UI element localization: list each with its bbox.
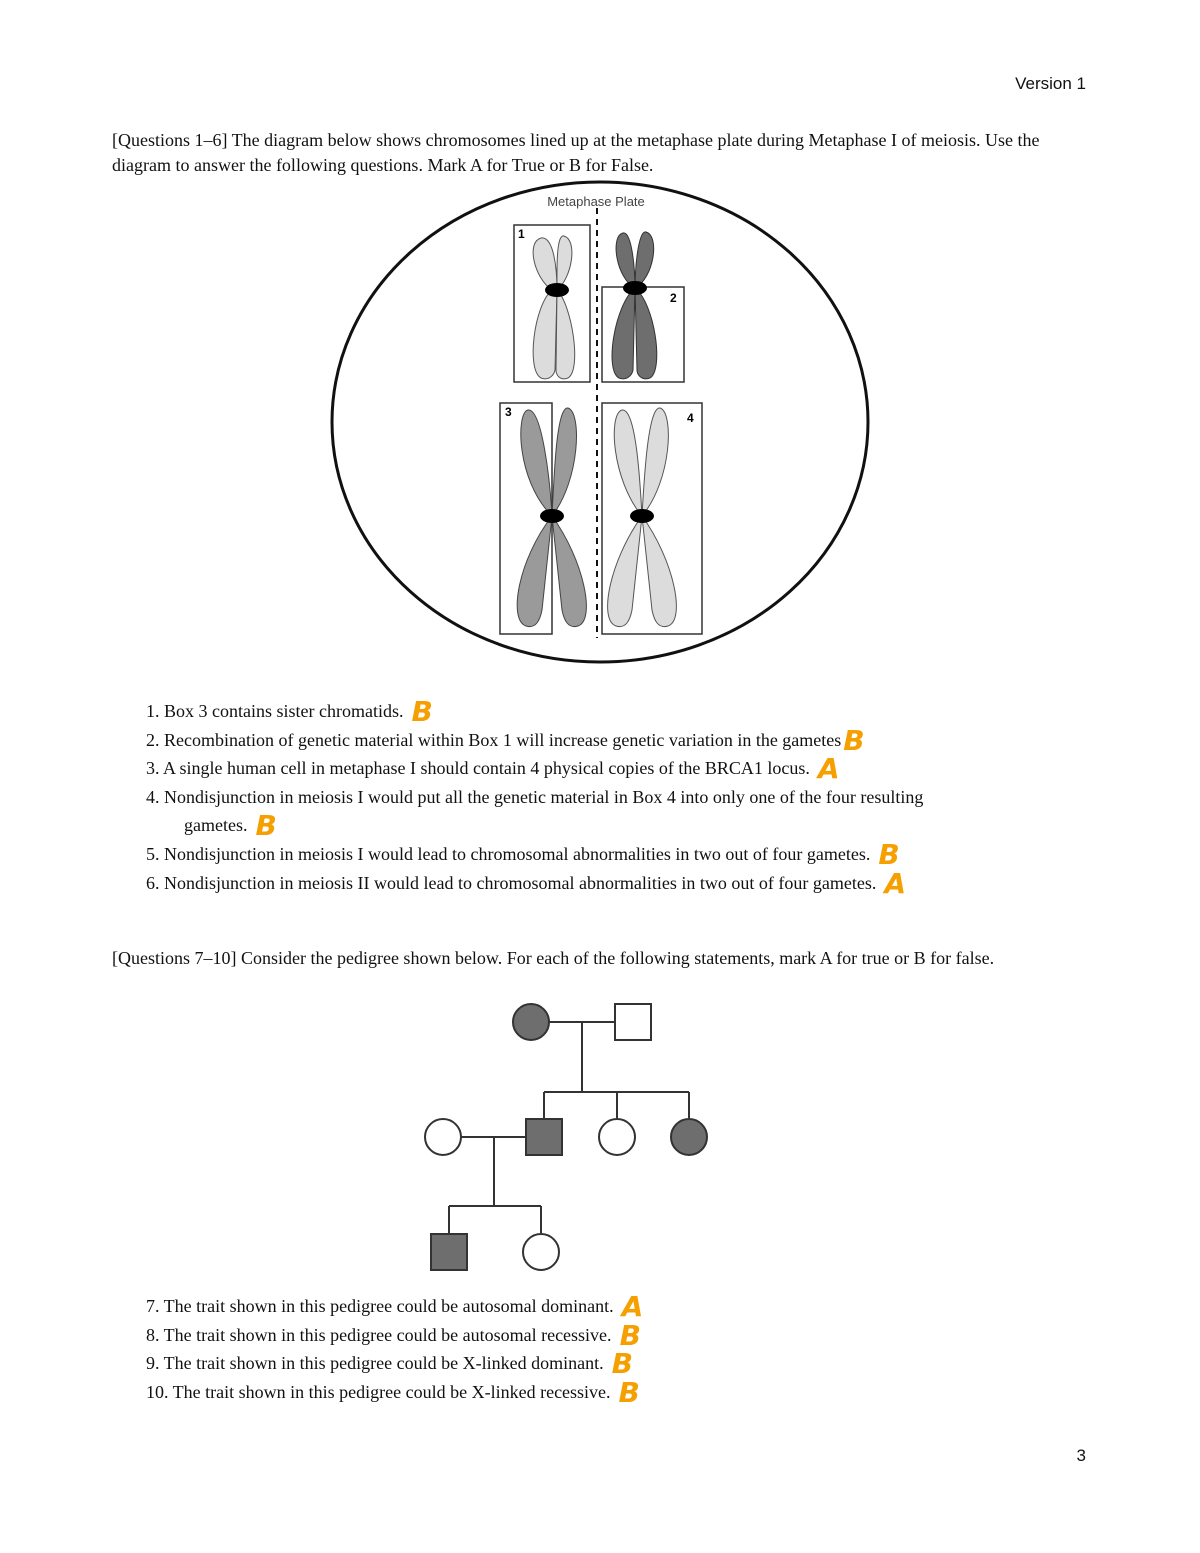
pedigree-gen2-female-affected bbox=[671, 1119, 707, 1155]
question-10: 10. The trait shown in this pedigree could be X-linked recessive. B bbox=[146, 1375, 640, 1409]
answer-mark: A bbox=[817, 752, 840, 786]
pedigree-gen1-male-unaffected bbox=[615, 1004, 651, 1040]
svg-text:4: 4 bbox=[687, 411, 694, 425]
answer-mark: B bbox=[611, 1347, 633, 1381]
questions-1-6-list bbox=[146, 695, 1096, 900]
metaphase-diagram bbox=[328, 180, 872, 668]
answer-mark: A bbox=[621, 1290, 644, 1323]
question-5: 5. Nondisjunction in meiosis I would lead to chromosomal abnormalities in two out of four gametes. B bbox=[146, 837, 900, 871]
question-8: 8. The trait shown in this pedigree could be autosomal recessive. B bbox=[146, 1318, 641, 1352]
svg-text:2: 2 bbox=[670, 291, 677, 305]
pedigree-gen3-female-unaffected bbox=[523, 1234, 559, 1270]
question-3: 3. A single human cell in metaphase I should contain 4 physical copies of the BRCA1 locus. A bbox=[146, 752, 840, 786]
question-4-continued: gametes. B bbox=[184, 809, 277, 843]
answer-mark: B bbox=[618, 1375, 640, 1409]
pedigree-gen3-male-affected bbox=[431, 1234, 467, 1270]
chromosome-box-1 bbox=[514, 225, 590, 382]
cell-outline bbox=[332, 182, 868, 662]
questions-7-10-intro: [Questions 7–10] Consider the pedigree shown below. For each of the following statements, mark A for true or B for false. bbox=[112, 948, 995, 968]
page-number: 3 bbox=[1076, 1446, 1086, 1465]
answer-mark: B bbox=[255, 809, 277, 843]
question-9: 9. The trait shown in this pedigree could be X-linked dominant. B bbox=[146, 1347, 633, 1381]
pedigree-diagram bbox=[420, 1000, 710, 1280]
question-1: 1. Box 3 contains sister chromatids. B bbox=[146, 695, 433, 728]
chromosome-box-3 bbox=[500, 403, 586, 634]
pedigree-gen1-female-affected bbox=[513, 1004, 549, 1040]
question-4: 4. Nondisjunction in meiosis I would put all the genetic material in Box 4 into only one of the four resulting bbox=[146, 786, 924, 807]
answer-mark: B bbox=[619, 1318, 641, 1352]
answer-mark: B bbox=[843, 723, 865, 757]
answer-mark: B bbox=[878, 837, 900, 871]
chromosome-box-2 bbox=[602, 232, 684, 382]
pedigree-gen2-male-affected bbox=[526, 1119, 562, 1155]
pedigree-gen2-female-unaffected bbox=[599, 1119, 635, 1155]
question-6: 6. Nondisjunction in meiosis II would lead to chromosomal abnormalities in two out of four gametes. A bbox=[146, 866, 907, 900]
answer-mark: B bbox=[411, 695, 433, 728]
answer-mark: A bbox=[884, 866, 907, 900]
svg-text:3: 3 bbox=[505, 405, 512, 419]
questions-1-6-intro: [Questions 1–6] The diagram below shows chromosomes lined up at the metaphase plate during Metaphase I of meiosis. Use the diagram to answer the following questions. Mark A for True or B for False. bbox=[112, 130, 1040, 175]
question-2: 2. Recombination of genetic material within Box 1 will increase genetic variation in the gametesB bbox=[146, 723, 865, 757]
pedigree-gen2-spouse-female-unaffected bbox=[425, 1119, 461, 1155]
svg-text:1: 1 bbox=[518, 227, 525, 241]
questions-7-10-list bbox=[146, 1290, 1096, 1409]
chromosome-box-4 bbox=[602, 403, 702, 634]
metaphase-plate-label: Metaphase Plate bbox=[547, 194, 645, 209]
version-label: Version 1 bbox=[1015, 74, 1086, 93]
question-7: 7. The trait shown in this pedigree could be autosomal dominant. A bbox=[146, 1290, 644, 1323]
